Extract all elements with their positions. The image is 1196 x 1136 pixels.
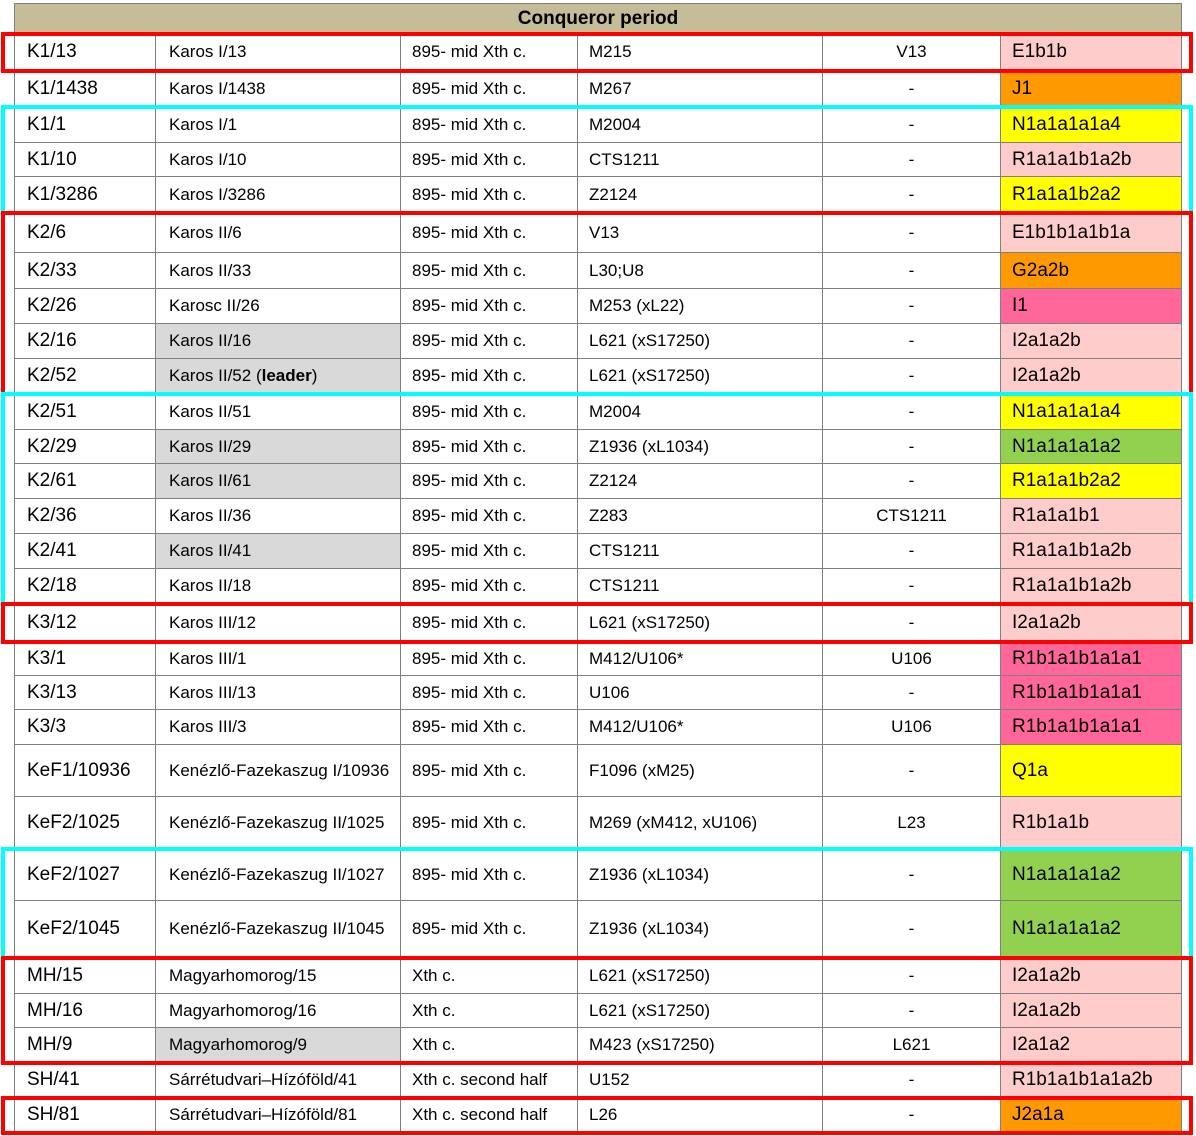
sample-id-cell: K2/33 <box>14 253 156 288</box>
secondary-marker-cell: - <box>823 359 1001 393</box>
haplogroup-cell: R1b1a1b <box>1001 797 1182 848</box>
haplogroup-cell: J1 <box>1001 71 1182 106</box>
site-label: Karos II/36 <box>169 506 252 525</box>
site-cell <box>156 253 401 288</box>
table-row <box>14 642 1182 676</box>
sample-id-cell: K1/10 <box>14 143 156 176</box>
sample-id-cell: K2/51 <box>14 394 156 429</box>
secondary-marker-cell: - <box>823 569 1001 603</box>
marker-cell: CTS1211 <box>578 534 823 568</box>
haplogroup-cell: R1a1a1b1a2b <box>1001 569 1182 603</box>
haplogroup-cell: R1a1a1b1a2b <box>1001 143 1182 176</box>
date-cell: 895- mid Xth c. <box>401 143 578 176</box>
site-label: Karos III/1 <box>169 648 247 668</box>
marker-cell: U106 <box>578 676 823 709</box>
date-cell: 895- mid Xth c. <box>401 107 578 142</box>
table-row <box>14 534 1182 569</box>
secondary-marker-cell: - <box>823 177 1001 212</box>
marker-cell: M269 (xM412, xU106) <box>578 797 823 848</box>
site-cell <box>156 143 401 176</box>
site-cell <box>156 994 401 1027</box>
site-label: Karos I/10 <box>169 149 247 169</box>
marker-cell: L621 (xS17250) <box>578 359 823 393</box>
date-cell: 895- mid Xth c. <box>401 71 578 106</box>
sample-id-cell: SH/41 <box>14 1063 156 1097</box>
site-label: Karos I/1 <box>169 114 238 134</box>
haplogroup-cell: I2a1a2b <box>1001 958 1182 993</box>
leader-label: leader <box>261 366 312 385</box>
sample-id-cell: MH/16 <box>14 994 156 1027</box>
sample-id-cell: MH/15 <box>14 958 156 993</box>
site-cell <box>156 1063 401 1097</box>
site-label: Karos III/3 <box>169 717 247 736</box>
table-row <box>14 107 1182 143</box>
table-row <box>14 1063 1182 1098</box>
table-title: Conqueror period <box>14 3 1182 34</box>
marker-cell: M2004 <box>578 394 823 429</box>
marker-cell: M412/U106* <box>578 710 823 744</box>
site-cell <box>156 177 401 212</box>
date-cell: Xth c. <box>401 994 578 1027</box>
secondary-marker-cell: - <box>823 394 1001 429</box>
site-cell <box>156 797 401 848</box>
date-cell: 895- mid Xth c. <box>401 464 578 498</box>
table-row <box>14 394 1182 430</box>
site-label: Karos II/18 <box>169 576 252 595</box>
marker-cell: M2004 <box>578 107 823 142</box>
sample-id-cell: KeF1/10936 <box>14 745 156 796</box>
site-cell <box>156 958 401 993</box>
secondary-marker-cell: - <box>823 994 1001 1027</box>
secondary-marker-cell: - <box>823 958 1001 993</box>
sample-id-cell: K2/61 <box>14 464 156 498</box>
secondary-marker-cell: L621 <box>823 1028 1001 1062</box>
secondary-marker-cell: - <box>823 534 1001 568</box>
site-label: Karos II/52 <box>169 366 252 385</box>
table-row <box>14 143 1182 177</box>
site-label: Magyarhomorog/15 <box>169 965 317 985</box>
table-row <box>14 213 1182 253</box>
site-cell <box>156 745 401 796</box>
site-cell <box>156 569 401 603</box>
site-label: Karos II/33 <box>169 260 252 280</box>
site-cell <box>156 499 401 533</box>
date-cell: 895- mid Xth c. <box>401 569 578 603</box>
secondary-marker-cell: - <box>823 464 1001 498</box>
sample-id-cell: KeF2/1045 <box>14 901 156 957</box>
secondary-marker-cell: - <box>823 324 1001 358</box>
marker-cell: M267 <box>578 71 823 106</box>
site-label: Kenézlő-Fazekaszug II/1027 <box>169 864 385 884</box>
sample-id-cell: SH/81 <box>14 1098 156 1132</box>
date-cell: 895- mid Xth c. <box>401 359 578 393</box>
table-row <box>14 797 1182 849</box>
haplogroup-cell: I2a1a2b <box>1001 359 1182 393</box>
table-row <box>14 177 1182 213</box>
marker-cell: L621 (xS17250) <box>578 324 823 358</box>
sample-id-cell: KeF2/1027 <box>14 849 156 900</box>
date-cell: 895- mid Xth c. <box>401 849 578 900</box>
marker-cell: V13 <box>578 213 823 252</box>
site-cell <box>156 642 401 675</box>
table-row <box>14 253 1182 289</box>
secondary-marker-cell: - <box>823 849 1001 900</box>
haplogroup-cell: R1b1a1b1a1a1 <box>1001 710 1182 744</box>
site-label: Magyarhomorog/9 <box>169 1035 307 1054</box>
haplogroup-cell: I1 <box>1001 289 1182 323</box>
sample-id-cell: K1/13 <box>14 34 156 70</box>
date-cell: 895- mid Xth c. <box>401 430 578 463</box>
table-row <box>14 958 1182 994</box>
table-row <box>14 430 1182 464</box>
haplogroup-cell: R1a1a1b1a2b <box>1001 534 1182 568</box>
table-row <box>14 1028 1182 1063</box>
site-cell <box>156 394 401 429</box>
table-row <box>14 359 1182 394</box>
date-cell: 895- mid Xth c. <box>401 253 578 288</box>
sample-id-cell: KeF2/1025 <box>14 797 156 848</box>
marker-cell: Z2124 <box>578 464 823 498</box>
date-cell: 895- mid Xth c. <box>401 676 578 709</box>
site-label: Karos III/13 <box>169 682 256 702</box>
sample-id-cell: K2/6 <box>14 213 156 252</box>
open-paren: ( <box>251 366 262 385</box>
sample-id-cell: K3/13 <box>14 676 156 709</box>
marker-cell: L26 <box>578 1098 823 1132</box>
sample-id-cell: K2/41 <box>14 534 156 568</box>
haplogroup-cell: R1b1a1b1a1a1 <box>1001 642 1182 675</box>
haplogroup-cell: E1b1b <box>1001 34 1182 70</box>
sample-id-cell: K2/29 <box>14 430 156 463</box>
date-cell: 895- mid Xth c. <box>401 177 578 212</box>
haplogroup-cell: Q1a <box>1001 745 1182 796</box>
site-cell <box>156 1098 401 1132</box>
marker-cell: U152 <box>578 1063 823 1097</box>
secondary-marker-cell: V13 <box>823 34 1001 70</box>
date-cell: 895- mid Xth c. <box>401 213 578 252</box>
date-cell: 895- mid Xth c. <box>401 604 578 641</box>
site-cell <box>156 604 401 641</box>
date-cell: 895- mid Xth c. <box>401 324 578 358</box>
marker-cell: L621 (xS17250) <box>578 994 823 1027</box>
marker-cell: Z1936 (xL1034) <box>578 849 823 900</box>
site-label: Karos I/13 <box>169 42 247 61</box>
table-row <box>14 745 1182 797</box>
marker-cell: Z2124 <box>578 177 823 212</box>
site-cell <box>156 359 401 393</box>
site-cell <box>156 324 401 358</box>
haplogroup-cell: J2a1a <box>1001 1098 1182 1132</box>
table-row <box>14 710 1182 745</box>
secondary-marker-cell: - <box>823 676 1001 709</box>
haplogroup-cell: I2a1a2 <box>1001 1028 1182 1062</box>
secondary-marker-cell: - <box>823 213 1001 252</box>
site-cell <box>156 34 401 70</box>
sample-id-cell: K2/16 <box>14 324 156 358</box>
site-label: Kenézlő-Fazekaszug II/1045 <box>169 919 385 938</box>
secondary-marker-cell: - <box>823 143 1001 176</box>
sample-id-cell: K2/26 <box>14 289 156 323</box>
site-label: Kenézlő-Fazekaszug II/1025 <box>169 812 385 832</box>
site-label: Sárrétudvari–Hízóföld/81 <box>169 1105 358 1124</box>
table-row <box>14 71 1182 107</box>
table-row <box>14 676 1182 710</box>
haplogroup-cell: G2a2b <box>1001 253 1182 288</box>
site-label: Karos III/12 <box>169 612 256 632</box>
site-cell <box>156 901 401 957</box>
date-cell: 895- mid Xth c. <box>401 394 578 429</box>
table-row <box>14 289 1182 324</box>
site-cell <box>156 213 401 252</box>
close-paren: ) <box>311 366 318 385</box>
marker-cell: Z1936 (xL1034) <box>578 430 823 463</box>
date-cell: 895- mid Xth c. <box>401 901 578 957</box>
site-cell <box>156 71 401 106</box>
secondary-marker-cell: - <box>823 253 1001 288</box>
haplogroup-cell: R1b1a1b1a1a2b <box>1001 1063 1182 1097</box>
marker-cell: L621 (xS17250) <box>578 604 823 641</box>
date-cell: Xth c. <box>401 958 578 993</box>
date-cell: 895- mid Xth c. <box>401 642 578 675</box>
secondary-marker-cell: - <box>823 1063 1001 1097</box>
haplogroup-cell: I2a1a2b <box>1001 324 1182 358</box>
date-cell: 895- mid Xth c. <box>401 534 578 568</box>
haplogroup-cell: R1a1a1b2a2 <box>1001 464 1182 498</box>
table-row <box>14 464 1182 499</box>
secondary-marker-cell: - <box>823 71 1001 106</box>
site-cell <box>156 289 401 323</box>
table-row <box>14 34 1182 71</box>
site-label: Sárrétudvari–Hízóföld/41 <box>169 1070 358 1089</box>
date-cell: Xth c. second half <box>401 1063 578 1097</box>
secondary-marker-cell: - <box>823 604 1001 641</box>
haplogroup-cell: I2a1a2b <box>1001 604 1182 641</box>
haplogroup-cell: N1a1a1a1a2 <box>1001 430 1182 463</box>
site-label: Karos II/16 <box>169 331 252 350</box>
secondary-marker-cell: - <box>823 1098 1001 1132</box>
marker-cell: CTS1211 <box>578 569 823 603</box>
sample-id-cell: K2/18 <box>14 569 156 603</box>
haplogroup-cell: I2a1a2b <box>1001 994 1182 1027</box>
secondary-marker-cell: CTS1211 <box>823 499 1001 533</box>
marker-cell: M253 (xL22) <box>578 289 823 323</box>
date-cell: 895- mid Xth c. <box>401 797 578 848</box>
date-cell: 895- mid Xth c. <box>401 499 578 533</box>
site-cell <box>156 430 401 463</box>
sample-id-cell: K1/1438 <box>14 71 156 106</box>
date-cell: Xth c. second half <box>401 1098 578 1132</box>
secondary-marker-cell: - <box>823 430 1001 463</box>
site-label: Karos II/51 <box>169 401 252 421</box>
marker-cell: M412/U106* <box>578 642 823 675</box>
marker-cell: L621 (xS17250) <box>578 958 823 993</box>
haplogroup-cell: N1a1a1a1a2 <box>1001 901 1182 957</box>
haplogroup-cell: R1a1a1b2a2 <box>1001 177 1182 212</box>
sample-id-cell: K3/1 <box>14 642 156 675</box>
haplogroup-cell: N1a1a1a1a4 <box>1001 394 1182 429</box>
secondary-marker-cell: - <box>823 901 1001 957</box>
site-label: Karos I/1438 <box>169 78 266 98</box>
site-label: Magyarhomorog/16 <box>169 1000 317 1020</box>
site-label: Karos I/3286 <box>169 184 266 204</box>
table-row <box>14 569 1182 604</box>
haplogroup-cell: R1a1a1b1 <box>1001 499 1182 533</box>
date-cell: 895- mid Xth c. <box>401 745 578 796</box>
marker-cell: F1096 (xM25) <box>578 745 823 796</box>
site-label: Karos II/29 <box>169 436 252 456</box>
site-cell <box>156 676 401 709</box>
marker-cell: Z283 <box>578 499 823 533</box>
table-row <box>14 849 1182 901</box>
marker-cell: Z1936 (xL1034) <box>578 901 823 957</box>
table-row <box>14 901 1182 958</box>
date-cell: 895- mid Xth c. <box>401 710 578 744</box>
site-cell <box>156 107 401 142</box>
site-label: Kenézlő-Fazekaszug I/10936 <box>169 760 390 780</box>
table-row <box>14 324 1182 359</box>
haplogroup-cell: N1a1a1a1a4 <box>1001 107 1182 142</box>
site-label: Karosc II/26 <box>169 296 260 315</box>
marker-cell: M215 <box>578 34 823 70</box>
sample-id-cell: MH/9 <box>14 1028 156 1062</box>
secondary-marker-cell: U106 <box>823 642 1001 675</box>
sample-id-cell: K1/1 <box>14 107 156 142</box>
site-cell <box>156 849 401 900</box>
site-label: Karos II/61 <box>169 471 252 490</box>
secondary-marker-cell: - <box>823 745 1001 796</box>
haplogroup-cell: N1a1a1a1a2 <box>1001 849 1182 900</box>
table-row <box>14 499 1182 534</box>
table-row <box>14 994 1182 1028</box>
sample-id-cell: K2/36 <box>14 499 156 533</box>
date-cell: 895- mid Xth c. <box>401 34 578 70</box>
haplogroup-cell: R1b1a1b1a1a1 <box>1001 676 1182 709</box>
date-cell: Xth c. <box>401 1028 578 1062</box>
sample-id-cell: K2/52 <box>14 359 156 393</box>
site-label: Karos II/41 <box>169 541 252 560</box>
sample-id-cell: K3/3 <box>14 710 156 744</box>
secondary-marker-cell: - <box>823 289 1001 323</box>
site-cell <box>156 534 401 568</box>
site-label: Karos II/6 <box>169 222 242 242</box>
haplogroup-cell: E1b1b1a1b1a <box>1001 213 1182 252</box>
marker-cell: L30;U8 <box>578 253 823 288</box>
table-row <box>14 604 1182 642</box>
sample-id-cell: K1/3286 <box>14 177 156 212</box>
table-row <box>14 1098 1182 1133</box>
site-cell <box>156 464 401 498</box>
site-cell <box>156 1028 401 1062</box>
site-cell <box>156 710 401 744</box>
marker-cell: CTS1211 <box>578 143 823 176</box>
secondary-marker-cell: U106 <box>823 710 1001 744</box>
date-cell: 895- mid Xth c. <box>401 289 578 323</box>
sample-id-cell: K3/12 <box>14 604 156 641</box>
marker-cell: M423 (xS17250) <box>578 1028 823 1062</box>
secondary-marker-cell: L23 <box>823 797 1001 848</box>
secondary-marker-cell: - <box>823 107 1001 142</box>
